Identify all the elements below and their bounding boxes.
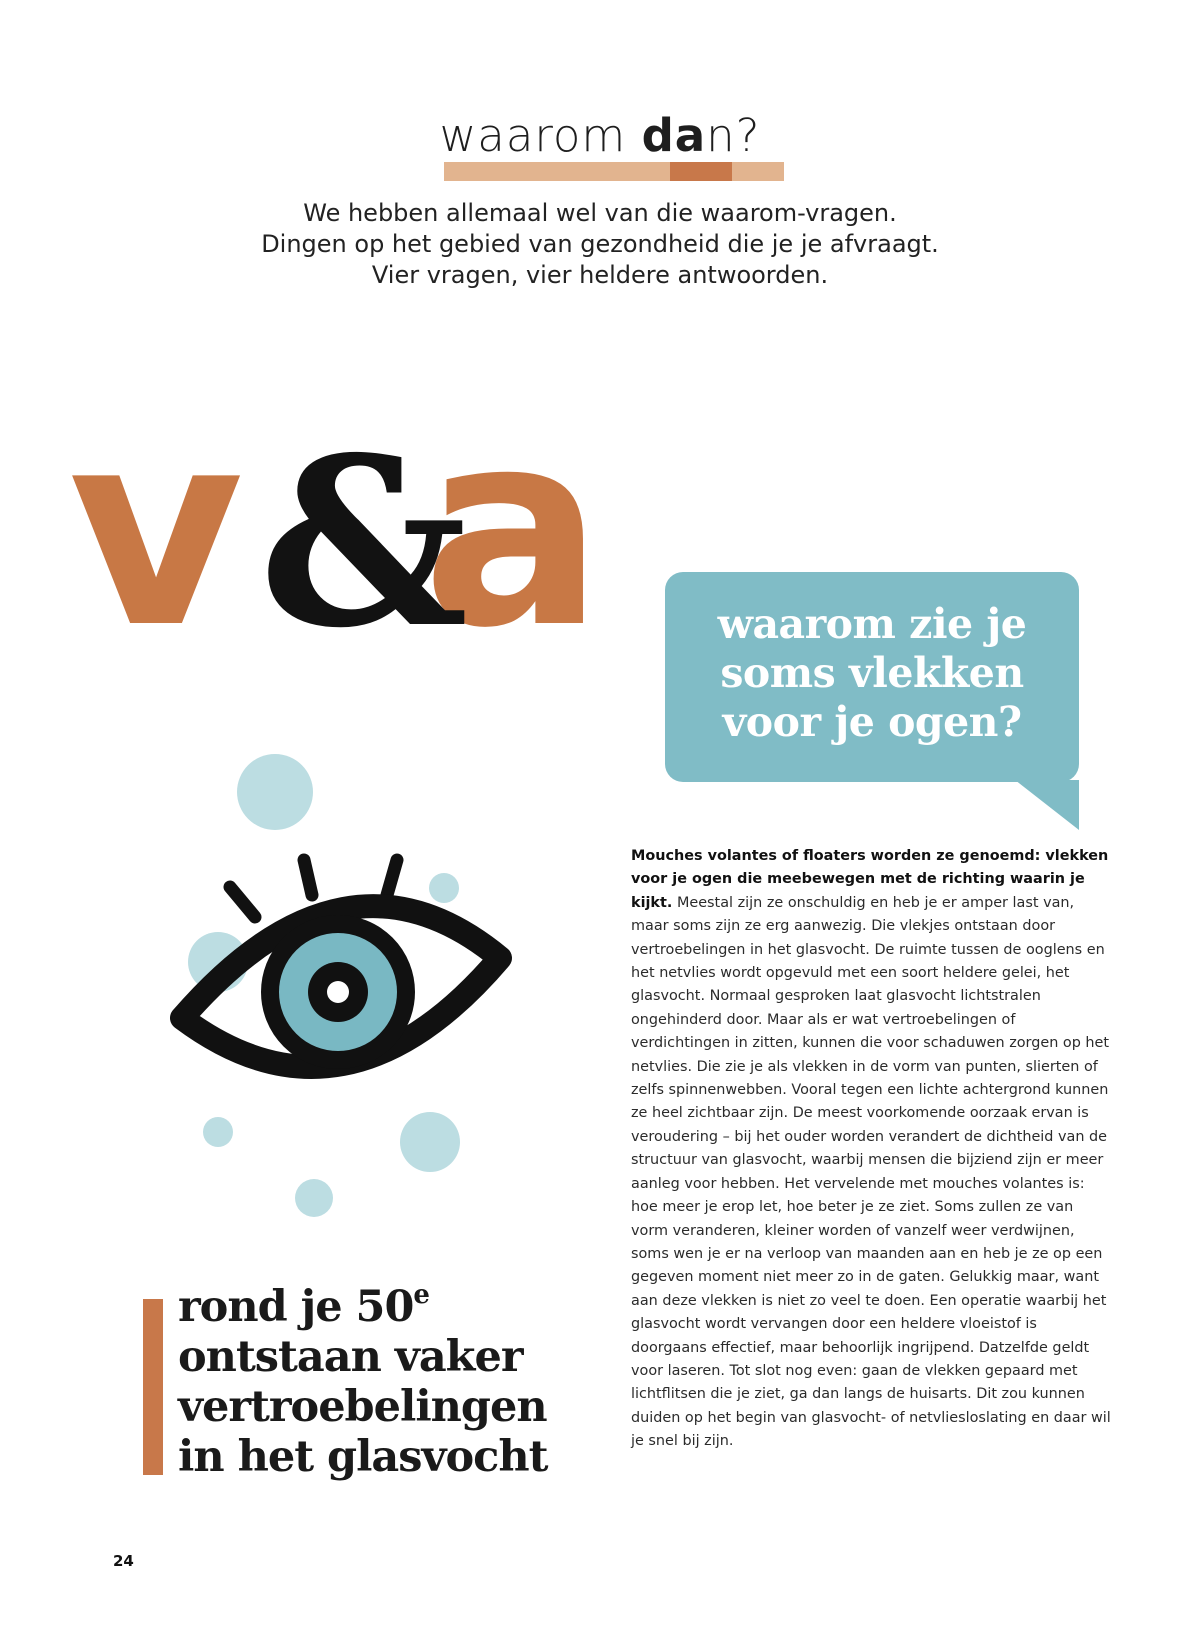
- question-line-2: soms vlekken: [720, 649, 1024, 697]
- title-underline-accent: [670, 162, 732, 181]
- logo-letter-a: a: [422, 372, 605, 687]
- intro-line-1: We hebben allemaal wel van die waarom-vragen.: [303, 199, 897, 227]
- pullquote-line-1: [178, 1282, 618, 1332]
- decor-dot: [429, 873, 459, 903]
- question-bubble: [665, 572, 1079, 782]
- v-and-a-logo: [68, 372, 605, 687]
- logo-ampersand: &: [259, 406, 469, 679]
- title-underline: [444, 162, 784, 181]
- intro-text: [0, 198, 1200, 291]
- title-part-2: n?: [706, 109, 761, 162]
- question-text: [665, 600, 1079, 747]
- decor-dot: [400, 1112, 460, 1172]
- intro-line-2: Dingen op het gebied van gezondheid die je je afvraagt.: [261, 230, 939, 258]
- question-bubble-tail: [1015, 780, 1079, 830]
- eye-icon: [160, 750, 530, 1230]
- pullquote-bar: [143, 1299, 163, 1475]
- pupil-highlight: [327, 981, 349, 1003]
- question-line-3: voor je ogen?: [722, 698, 1022, 746]
- decor-dot: [295, 1179, 333, 1217]
- pullquote-line-1-text: rond je 50: [178, 1282, 414, 1332]
- pullquote: [178, 1282, 618, 1482]
- page-number: 24: [113, 1552, 134, 1570]
- pullquote-line-2: ontstaan vaker: [178, 1332, 523, 1382]
- pullquote-line-4: in het glasvocht: [178, 1432, 548, 1482]
- page-title: [0, 108, 1200, 164]
- pullquote-line-3: vertroebelingen: [178, 1382, 547, 1432]
- decor-dot: [203, 1117, 233, 1147]
- question-line-1: waarom zie je: [717, 600, 1027, 648]
- title-part-bold: da: [641, 109, 707, 162]
- article-text: Meestal zijn ze onschuldig en heb je er amper last van, maar soms zijn ze erg aanwezig. Die vlekjes ontstaan door vertroebelingen in het glasvocht. De ruimte tussen de ooglens en het netvlies wordt opgevuld met een soort heldere gelei, het glasvocht. Normaal gesproken laat glasvocht lichtstralen ongehinderd door. Maar als er wat vertroebelingen of verdichtingen in zitten, kunnen die voor schaduwen zorgen op het netvlies. Die zie je als vlekken in de vorm van punten, slierten of zelfs spinnenwebben. Vooral tegen een lichte achtergrond kunnen ze heel zichtbaar zijn. De meest voorkomende oorzaak ervan is veroudering – bij het ouder worden verandert de dichtheid van de structuur van glasvocht, waarbij mensen die bijziend zijn er meer aanleg voor hebben. Het vervelende met mouches volantes is: hoe meer je erop let, hoe beter je ze ziet. Soms zullen ze van vorm veranderen, kleiner worden of vanzelf weer verdwijnen, soms wen je er na verloop van maanden aan en heb je ze op een gegeven moment niet meer zo in de gaten. Gelukkig maar, want aan deze vlekken is niet zo veel te doen. Een operatie waarbij het glasvocht wordt vervangen door een heldere vloeistof is doorgaans effectief, maar behoorlijk ingrijpend. Datzelfde geldt voor laseren. Tot slot nog even: gaan de vlekken gepaard met lichtflitsen die je ziet, ga dan langs de huisarts. Dit zou kunnen duiden op het begin van glasvocht- of netvliesloslating en daar wil je snel bij zijn.: [631, 894, 1111, 1450]
- decor-dot: [237, 754, 313, 830]
- article-lead: Mouches volantes of floaters worden ze genoemd: vlekken voor je ogen die meebewegen met de richting waarin je kijkt.: [631, 848, 1109, 911]
- pullquote-superscript: e: [413, 1280, 429, 1310]
- article-body: [631, 845, 1113, 1454]
- title-part-1: waarom: [439, 109, 642, 162]
- intro-line-3: Vier vragen, vier heldere antwoorden.: [371, 261, 829, 289]
- logo-letter-v: v: [68, 372, 239, 687]
